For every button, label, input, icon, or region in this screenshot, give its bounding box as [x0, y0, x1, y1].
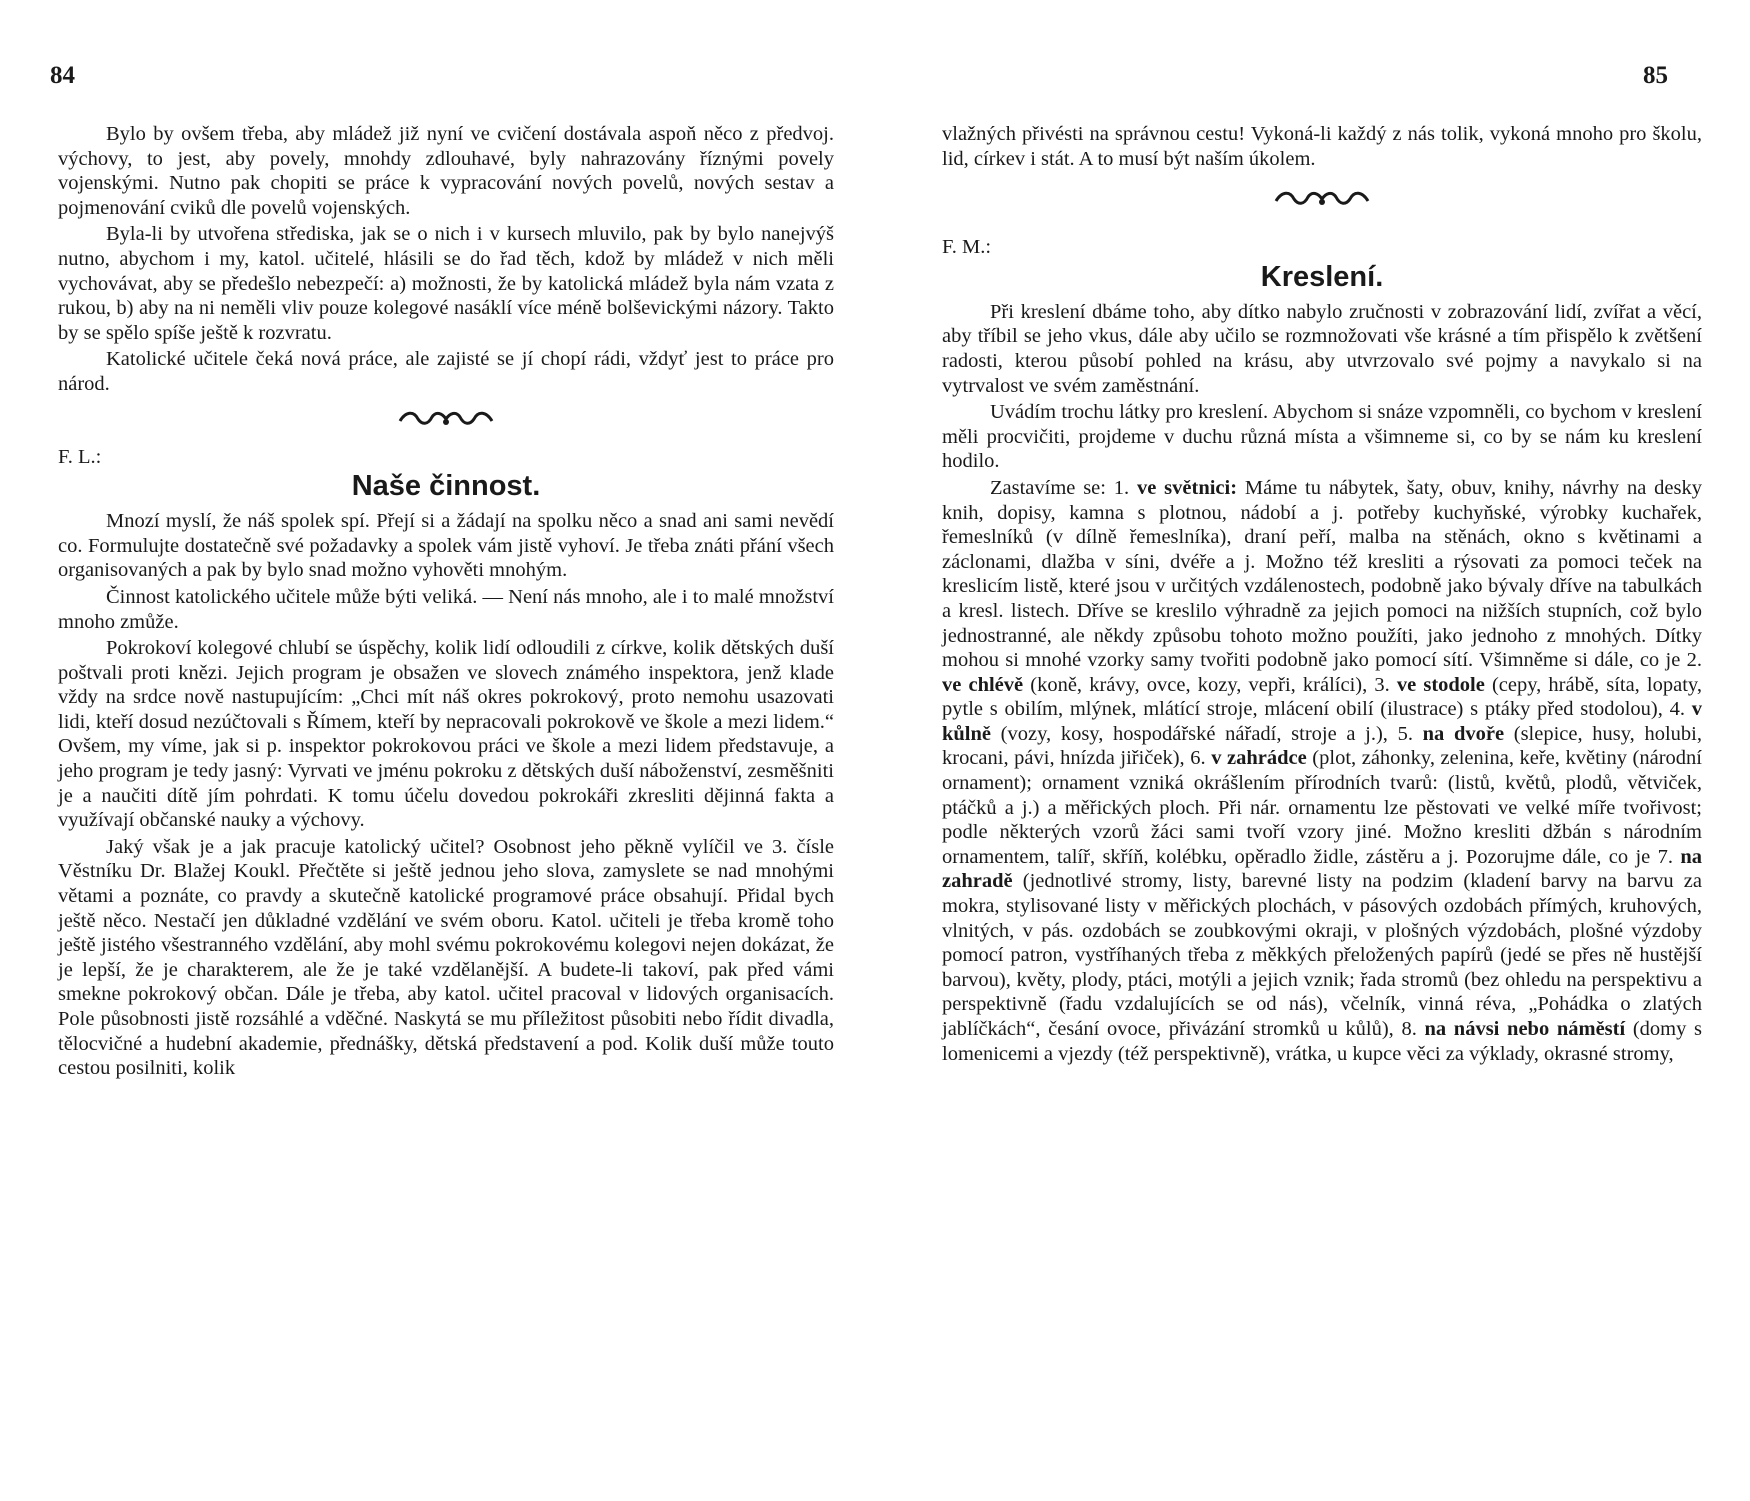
- text-segment: (koně, krávy, ovce, kozy, vepři, králíci), 3.: [1023, 673, 1397, 696]
- text-segment: (vozy, kosy, hospodářské nářadí, stroje a j.), 5.: [991, 722, 1423, 745]
- text-segment: Zastavíme se: 1.: [990, 476, 1137, 499]
- bold-term: v zahrádce: [1211, 747, 1307, 770]
- text-segment: (slepice, husy, holubi, krocani, pávi, hnízda jiřiček), 6.: [942, 722, 1702, 770]
- article-title: Kreslení.: [1260, 260, 1384, 293]
- page-number-left: 84: [50, 62, 75, 89]
- ornament-divider-icon: [58, 409, 834, 431]
- paragraph: Jaký však je a jak pracuje katolický učitel? Osobnost jeho pěkně vylíčil ve 3. čísle Věstníku Dr. Blažej Koukl. Přečtěte si ještě jednou jeho slova, zamyslete se nad mnohými větami a poznáte, co pravdy a skutečně katolické programové práce obsahují. Přidal bych ještě něco. Nestačí jen důkladné vzdělání ve svém oboru. Katol. učiteli je třeba kromě toho ještě jistého všestranného vzdělání, aby mohl svému pokrokovému kolegovi nejen dokázat, že je lepší, že je charakterem, ale že je také vzdělanější. A budete-li takoví, pak před vámi smekne pokrokový občan. Dále je třeba, aby katol. učitel pracoval v lidových organisacích. Pole působnosti jistě rozsáhlé a vděčné. Naskytá se mu příležitost působiti nebo řídit divadla, tělocvičné a hudební akademie, přednášky, dětská představení a pod. Kolik duší může touto cestou posilniti, kolik: [58, 835, 834, 1080]
- bold-term: ve chlévě: [942, 673, 1024, 696]
- paragraph: Byla-li by utvořena střediska, jak se o nich i v kursech mluvilo, pak by bylo nanejvýš nutno, abychom i my, katol. učitelé, hlásili se do řad těch, kdož by mládež v nich měli vychovávat, aby se předešlo nebezpečí: a) možnosti, že by katolická mládež byla nám vzata z rukou, b) aby na ni neměli vliv pouze kolegové nasáklí více méně bolševickými názory. Takto by se spělo spíše ještě k rozvratu.: [58, 223, 834, 344]
- right-page-column: [942, 122, 1702, 1068]
- bold-term: na dvoře: [1422, 722, 1505, 745]
- bold-term: ve stodole: [1396, 673, 1485, 696]
- paragraph: Mnozí myslí, že náš spolek spí. Přejí si a žádají na spolku něco a snad ani sami nevědí co. Formulujte dostatečně své požadavky a spolek vám jistě vyhoví. Je třeba znáti přání všech organisovaných a pak by bylo snad možno vyhověti mnohým.: [58, 510, 834, 582]
- bold-term: na zahradě: [942, 845, 1702, 893]
- page-number-right: 85: [1643, 62, 1668, 89]
- author-initials: F. L.:: [58, 445, 102, 468]
- text-segment: (jednotlivé stromy, listy, barevné listy na podzim (kladení barvy na barvu za mokra, stylisované listy v měřických plochách, v pásových ozdobách přímých, kruhových, vlnitých, v pás. ozdobách se zoubkovými okraji, v plošných výzdobách, plošné výzdoby pomocí patron, vystříhaných třeba z měkkých přeložených papírů (jedé se přes ně hustější barvou), květy, plody, ptáci, motýli a jejich vznik; řada stromů (bez ohledu na perspektivu a perspektivně (řadu vzdalujících se od nás), včelník, vinná réva, „Pohádka o zlatých jablíčkách“, česání ovoce, přivázání stromků u kůlů), 8.: [942, 870, 1702, 1040]
- author-initials: F. M.:: [942, 236, 992, 259]
- text-segment: (domy s lomenicemi a vjezdy (též perspektivně), vrátka, u kupce věci za výklady, okrasné stromy,: [942, 1018, 1703, 1065]
- paragraph: Uvádím trochu látky pro kreslení. Abychom si snáze vzpomněli, co bychom v kreslení měli procvičiti, projdeme v duchu různá místa a všimneme si, co by se nám ku kreslení hodilo.: [942, 401, 1702, 473]
- article-title: Naše činnost.: [351, 470, 541, 503]
- ornament-divider-icon: [942, 189, 1702, 211]
- paragraph: Bylo by ovšem třeba, aby mládež již nyní ve cvičení dostávala aspoň něco z předvoj. výchovy, to jest, aby povely, mnohdy zdlouhavé, byly nahrazovány říznými povely vojenskými. Nutno pak chopiti se práce k vypracování nových povelů, nových sestav a pojmenování cviků dle povelů vojenských.: [58, 123, 834, 219]
- paragraph: Činnost katolického učitele může býti veliká. — Není nás mnoho, ale i to malé množství mnoho zmůže.: [58, 585, 834, 633]
- bold-term: ve světnici:: [1137, 476, 1238, 499]
- text-segment: Máme tu nábytek, šaty, obuv, knihy, návrhy na desky knih, dopisy, kamna s plotnou, nádobí a j. potřeby kuchyňské, výrobky kuchařek, řemeslníků (v dílně řemeslníka), draní peří, malba na stěnách, okno s květinami a záclonami, dlažba v síni, dvéře a j. Možno též kresliti a rýsovati za pomoci teček na kreslicím listě, které jsou v určitých vzdálenostech, podobně jako bývaly dříve na tabulkách a kresl. listech. Dříve se kreslilo výhradně za jejich pomoci na nižších stupních, což bylo jednostranné, ale někdy způsobu tohoto možno použíti, jako jednoho z mnohých. Dítky mohou si mnohé vzorky samy tvořiti podobně jako pomocí sítí. Všimněme si dále, co je 2.: [942, 476, 1702, 672]
- bold-term: na návsi nebo náměstí: [1424, 1018, 1626, 1040]
- paragraph: Pokrokoví kolegové chlubí se úspěchy, kolik lidí odloudili z církve, kolik dětských duší poštvali proti knězi. Jejich program je obsažen ve slovech známého inspektora, jenž klade vždy na srdce nově nastupujícím: „Chci mít náš okres pokrokový, proto nemohu usazovati lidi, kteří dosud nezúčtovali s Římem, kteří by nepracovali pokrokově ve škole a mezi lidem.“ Ovšem, my víme, jak si p. inspektor pokrokovou práci ve škole a mezi lidem představuje, a jeho program je tedy jasný: Vyrvati ve jménu pokroku z dětských duší náboženství, zesměšniti je a naučiti dítě jím pohrdati. K tomu účelu dovedou pokrokáři zkresliti dějinná fakta a využívají občanské nauky a výchovy.: [58, 637, 834, 832]
- text-segment: (cepy, hrábě, síta, lopaty, pytle s obilím, mlýnek, mlátící stroje, mlácení obilí (ilustrace) s ptáky před stodolou), 4.: [942, 673, 1702, 721]
- text-segment: (plot, záhonky, zelenina, keře, květiny (národní ornament); ornament vzniká okrášlením přírodních tvarů: (listů, květů, plodů, větviček, ptáčků a j.) a měřických ploch. Při nár. ornamentu lze pěstovati ve velké míře tvořivost; podle některých vzorů žáci sami tvoří vzory jiné. Možno kresliti džbán s národním ornamentem, talíř, skříň, kolébku, opěradlo židle, zástěru a j. Pozorujme dále, co je 7.: [942, 747, 1702, 868]
- paragraph: vlažných přivésti na správnou cestu! Vykoná-li každý z nás tolik, vykoná mnoho pro školu, lid, církev i stát. A to musí být naším úkolem.: [942, 123, 1702, 170]
- paragraph: Katolické učitele čeká nová práce, ale zajisté se jí chopí rádi, vždyť jest to práce pro národ.: [58, 348, 834, 395]
- left-page-column: [58, 122, 834, 1083]
- paragraph: Při kreslení dbáme toho, aby dítko nabylo zručnosti v zobrazování lidí, zvířat a věcí, aby tříbil se jeho vkus, dále aby učilo se rozmnožovati vše krásné a tím přispělo k zvětšení radosti, kterou působí pohled na krásu, aby utvrzovalo své pojmy a navykalo si na vytrvalost ve svém zaměstnání.: [942, 300, 1702, 397]
- paragraph-with-bold-terms: [942, 476, 1702, 1066]
- bold-term: v kůlně: [942, 698, 1702, 745]
